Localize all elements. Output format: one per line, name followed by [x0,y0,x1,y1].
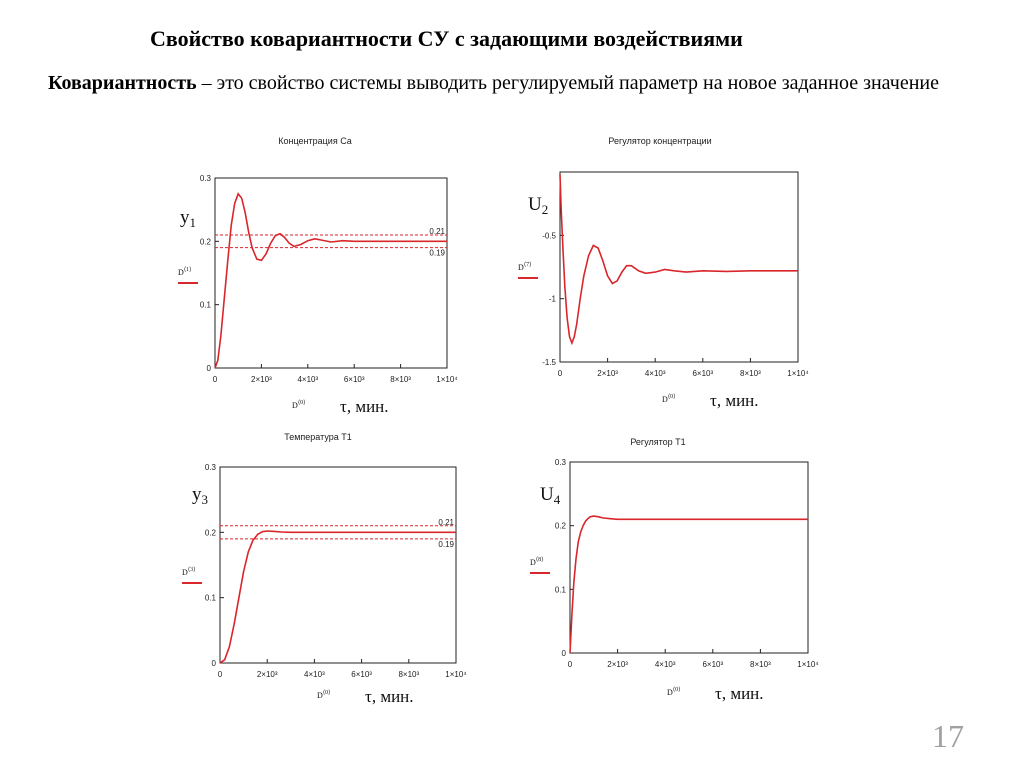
variable-label [540,484,561,507]
x-tick-label: 2×10³ [256,670,278,679]
series-axis-var: D [182,568,188,577]
slide-title: Свойство ковариантности СУ с задающими воздействиями [150,26,743,51]
x-axis-label: τ, мин. [340,397,389,416]
y-tick-label: -0.5 [542,231,556,241]
variable-subscript: 1 [189,215,196,230]
variable-subscript: 2 [541,202,549,217]
x-tick-label: 0 [567,660,573,669]
x-tick-label: 0 [557,369,563,378]
chart-title: Температура T1 [284,432,352,442]
variable-name: U [528,194,542,215]
definition-text: – это свойство системы выводить регулируемый параметр на новое заданное значение [196,72,939,94]
x-axis-var-label [667,686,680,697]
x-tick-label: 8×10³ [390,375,411,384]
series-axis-label [530,556,543,567]
x-tick-label: 4×10³ [304,670,325,679]
x-axis-label: τ, мин. [365,687,414,706]
chart-title: Концентрация Ca [278,136,352,146]
reference-line-label: 0.21 [429,227,445,236]
x-axis-label: τ, мин. [715,684,764,703]
variable-label [192,484,208,507]
variable-label [180,207,196,230]
x-tick-label: 8×10³ [740,369,761,378]
y-tick-label: 0.1 [199,300,211,310]
reference-line-label: 0.21 [438,517,454,527]
x-tick-label: 2×10³ [251,375,272,384]
y-tick-label: 0.2 [204,528,216,538]
x-tick-label: 1×10⁴ [436,375,458,384]
y-tick-label: 0 [561,649,566,658]
plot-frame [560,172,798,362]
reference-line-label: 0.19 [438,539,454,549]
y-tick-label: 0 [211,659,216,668]
chart-title: Регулятор T1 [630,437,686,447]
chart-title: Регулятор концентрации [608,136,712,146]
slide-number: 17 [932,718,964,754]
chart-temperature-t1 [170,425,500,705]
series-line [220,531,456,663]
series-line [215,194,447,368]
series-axis-index: ⟨8⟩ [535,557,544,563]
variable-subscript: 4 [553,492,561,507]
x-tick-label: 6×10³ [351,670,372,679]
x-tick-label: 4×10³ [644,369,666,378]
series-axis-index: ⟨7⟩ [523,262,532,268]
series-axis-var: D [178,268,184,277]
series-axis-label [178,266,191,277]
series-line [570,516,808,653]
x-tick-label: 8×10³ [750,660,771,669]
reference-line-label: 0.19 [429,248,445,258]
definition [48,70,998,96]
x-tick-label: 2×10³ [597,369,618,378]
chart-concentration-regulator [510,130,840,415]
series-axis-index: ⟨3⟩ [187,567,196,573]
chart-concentration-ca [170,130,500,415]
series-axis-label [182,566,195,577]
x-axis-index: ⟨0⟩ [667,394,676,400]
variable-label [528,194,548,217]
y-tick-label: 0 [206,364,211,373]
series-axis-label [518,261,531,272]
x-axis-var: D [662,395,668,404]
x-axis-var: D [667,688,673,697]
plot-frame [570,462,808,653]
y-tick-label: 0.2 [554,521,566,531]
x-tick-label: 0 [217,670,223,679]
x-tick-label: 4×10³ [654,660,676,669]
variable-subscript: 3 [201,492,208,507]
y-tick-label: 0.1 [554,585,566,595]
plot-frame [220,467,456,663]
y-tick-label: 0.2 [199,237,211,247]
series-axis-var: D [518,263,524,272]
series-line [560,175,798,344]
x-tick-label: 2×10³ [607,660,628,669]
y-tick-label: -1 [548,294,556,304]
variable-name: U [540,484,554,505]
x-axis-index: ⟨0⟩ [672,687,681,693]
x-tick-label: 8×10³ [398,670,420,679]
chart-regulator-t1 [510,425,840,705]
x-tick-label: 4×10³ [297,375,319,384]
y-tick-label: 0.3 [554,458,566,467]
x-axis-var-label [317,689,330,700]
variable-name: y [180,207,190,228]
x-tick-label: 1×10⁴ [445,670,467,679]
x-tick-label: 6×10³ [702,660,724,669]
definition-term: Ковариантность [48,72,197,94]
series-axis-index: ⟨1⟩ [183,267,192,273]
variable-name: y [192,484,202,505]
y-tick-label: 0.1 [204,593,216,603]
x-tick-label: 6×10³ [692,369,714,378]
x-axis-index: ⟨0⟩ [297,400,306,406]
x-axis-index: ⟨0⟩ [322,690,331,696]
x-axis-var: D [317,691,323,700]
y-tick-label: 0.3 [204,463,216,472]
plot-frame [215,178,447,368]
series-axis-var: D [530,558,536,567]
y-tick-label: 0.3 [199,174,211,183]
x-axis-var-label [292,399,305,410]
x-tick-label: 0 [212,375,218,384]
x-tick-label: 1×10⁴ [797,660,819,669]
x-tick-label: 1×10⁴ [787,369,809,378]
y-tick-label: -1.5 [542,358,556,367]
x-axis-label: τ, мин. [710,391,759,410]
x-tick-label: 6×10³ [343,375,365,384]
x-axis-var: D [292,401,298,410]
x-axis-var-label [662,393,675,404]
